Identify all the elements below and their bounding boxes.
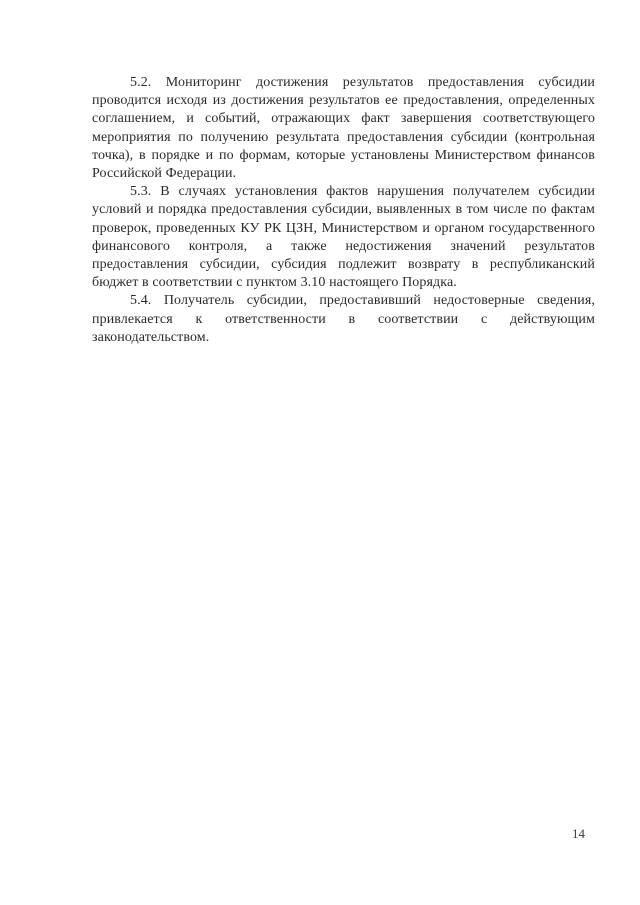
- paragraph-5-3: 5.3. В случаях установления фактов нарушения получателем субсидии условий и порядка предоставления субсидии, выявленных в том числе по фактам проверок, проведенных КУ РК ЦЗН, Министерством и органом государственного финансового контроля, а также недостижения значений результатов предоставления субсидии, субсидия подлежит возврату в республиканский бюджет в соответствии с пунктом 3.10 настоящего Порядка.: [92, 184, 595, 291]
- page-number: 14: [572, 826, 585, 841]
- paragraph-5-2: 5.2. Мониторинг достижения результатов предоставления субсидии проводится исходя из достижения результатов ее предоставления, определенных соглашением, и событий, отражающих факт завершения соответствующего мероприятия по получению результата предоставления субсидии (контрольная точка), в порядке и по формам, которые установлены Министерством финансов Российской Федерации.: [92, 75, 595, 182]
- document-body: [92, 74, 595, 347]
- paragraph-5-4: 5.4. Получатель субсидии, предоставивший недостоверные сведения, привлекается к ответственности в соответствии с действующим законодательством.: [92, 293, 595, 345]
